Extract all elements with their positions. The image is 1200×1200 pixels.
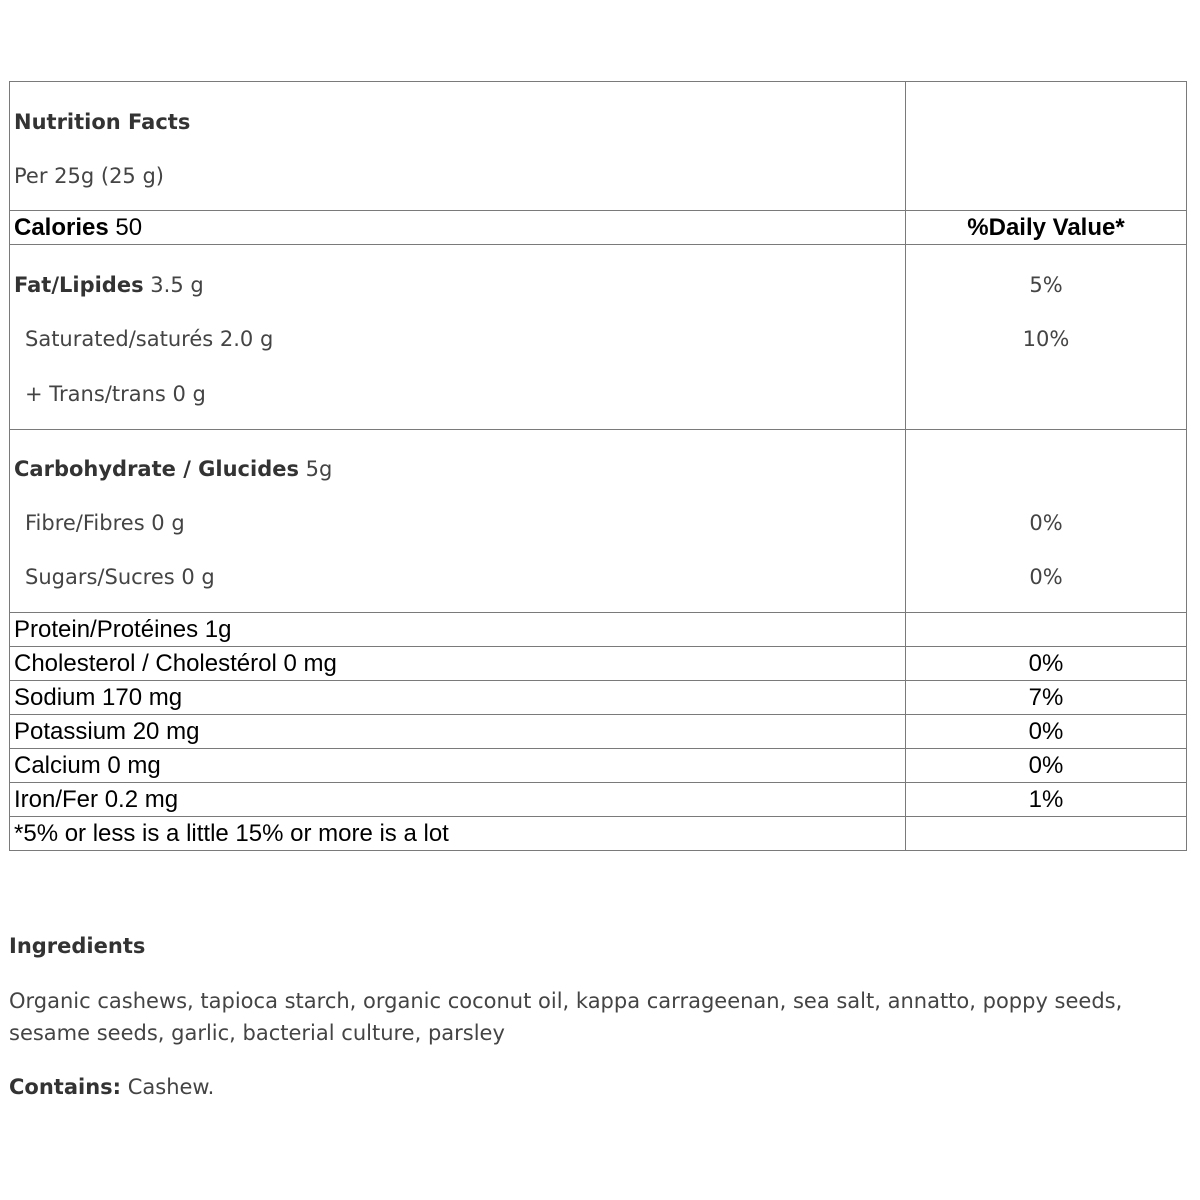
- nutrient-name: Potassium 20 mg: [10, 715, 906, 749]
- nutrient-name: Protein/Protéines 1g: [10, 613, 906, 647]
- nutrient-name: Sodium 170 mg: [10, 681, 906, 715]
- nutrient-dv: 0%: [906, 647, 1187, 681]
- ingredients-heading: Ingredients: [9, 934, 146, 958]
- fat-section: [10, 245, 1187, 430]
- calories-value: 50: [115, 214, 143, 241]
- nutrient-row-protein: [10, 613, 1187, 647]
- footnote-row: [10, 817, 1187, 851]
- calories-label: Calories: [14, 214, 109, 241]
- nutrient-row-cholesterol: [10, 647, 1187, 681]
- nutrient-name: Calcium 0 mg: [10, 749, 906, 783]
- nutrient-dv: 0%: [906, 749, 1187, 783]
- trans-row: + Trans/trans 0 g: [25, 382, 206, 406]
- sugars-row: Sugars/Sucres 0 g: [25, 565, 215, 589]
- fat-row: [14, 270, 901, 300]
- ingredients-text: Organic cashews, tapioca starch, organic coconut oil, kappa carrageenan, sea salt, annatto, poppy seeds, sesame seeds, garlic, bacterial culture, parsley: [9, 989, 1123, 1045]
- saturated-row: Saturated/saturés 2.0 g: [25, 327, 274, 351]
- nutrition-facts-table: [9, 81, 1187, 851]
- carbs-label: Carbohydrate / Glucides: [14, 457, 299, 481]
- fat-dv: 5%: [1029, 273, 1063, 297]
- fat-label: Fat/Lipides: [14, 273, 144, 297]
- nutrient-row-potassium: [10, 715, 1187, 749]
- nutrient-dv: 0%: [906, 715, 1187, 749]
- nutrient-name: Iron/Fer 0.2 mg: [10, 783, 906, 817]
- nutrient-dv: 1%: [906, 783, 1187, 817]
- carbs-section: [10, 430, 1187, 613]
- calories-row: [10, 211, 1187, 245]
- nutrient-row-iron: [10, 783, 1187, 817]
- nutrient-dv: [906, 613, 1187, 647]
- contains-value: Cashew.: [127, 1075, 215, 1099]
- fibre-dv: 0%: [1029, 511, 1063, 535]
- fat-amount: 3.5 g: [150, 273, 204, 297]
- fibre-row: Fibre/Fibres 0 g: [25, 511, 185, 535]
- daily-value-header: %Daily Value*: [967, 214, 1125, 241]
- carbs-row: [14, 454, 901, 484]
- header-row: [10, 82, 1187, 211]
- nutrient-row-sodium: [10, 681, 1187, 715]
- nutrition-facts-title: Nutrition Facts: [14, 110, 191, 134]
- nutrient-row-calcium: [10, 749, 1187, 783]
- nutrient-name: Cholesterol / Cholestérol 0 mg: [10, 647, 906, 681]
- allergen-statement: [9, 1072, 214, 1102]
- nutrient-dv: 7%: [906, 681, 1187, 715]
- footnote: *5% or less is a little 15% or more is a lot: [10, 817, 906, 851]
- sugars-dv: 0%: [1029, 565, 1063, 589]
- carbs-amount: 5g: [305, 457, 333, 481]
- serving-size: Per 25g (25 g): [14, 164, 164, 188]
- contains-label: Contains:: [9, 1075, 122, 1099]
- saturated-dv: 10%: [1022, 327, 1070, 351]
